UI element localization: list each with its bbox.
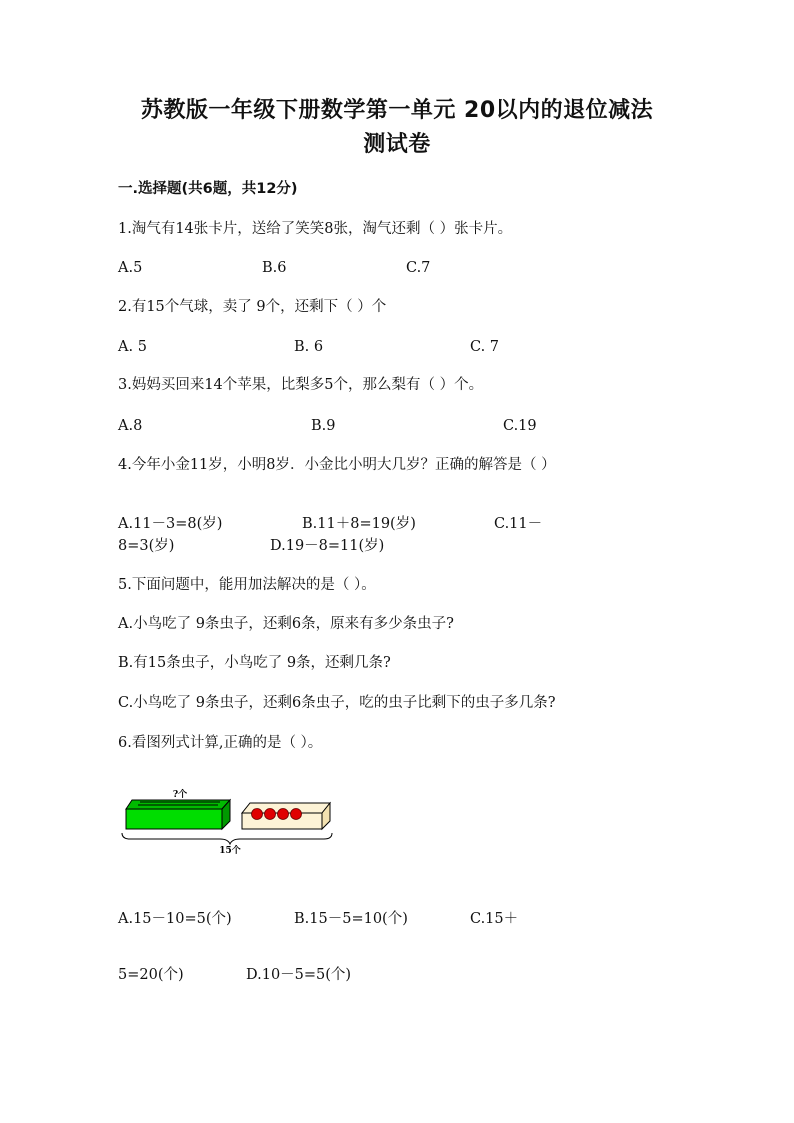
page-title-line1: 苏教版一年级下册数学第一单元 20以内的退位减法 (140, 98, 654, 123)
q5-option-c: C.小鸟吃了 9条虫子，还剩6条虫子，吃的虫子比剩下的虫子多几条? (118, 695, 556, 711)
total-brace (122, 833, 332, 844)
q1-option-b: B.6 (262, 260, 287, 276)
red-dot (265, 809, 276, 820)
q4-option-b: B.11＋8=19(岁) (302, 516, 416, 532)
section-heading: 一.选择题(共6题，共12分) (118, 181, 298, 197)
q6-option-b: B.15－5=10(个) (294, 911, 408, 927)
q4-option-c-cont: 8=3(岁) (118, 538, 175, 554)
page-title-line2: 测试卷 (363, 132, 431, 157)
q5-option-b: B.有15条虫子，小鸟吃了 9条，还剩几条? (118, 655, 391, 671)
question-6: 6.看图列式计算,正确的是（ ）。 (118, 735, 323, 751)
q3-option-c: C.19 (503, 418, 537, 434)
red-dot (291, 809, 302, 820)
q3-option-b: B.9 (311, 418, 336, 434)
q6-option-a: A.15－10=5(个) (118, 911, 232, 927)
question-5: 5.下面问题中，能用加法解决的是（ ）。 (118, 577, 376, 593)
green-bar-block (126, 800, 230, 829)
question-4: 4.今年小金11岁，小明8岁．小金比小明大几岁？正确的解答是（ ） (118, 457, 556, 473)
label-unknown: ?个 (172, 790, 188, 800)
q6-figure (118, 785, 338, 857)
apple-tray (242, 803, 330, 829)
q2-option-c: C. 7 (470, 339, 500, 355)
q1-option-c: C.7 (406, 260, 431, 276)
q6-option-c: C.15＋ (470, 911, 519, 927)
red-dot (252, 809, 263, 820)
label-total: 15个 (219, 846, 241, 856)
q5-option-a: A.小鸟吃了 9条虫子，还剩6条，原来有多少条虫子? (118, 616, 454, 632)
q6-option-d: D.10－5=5(个) (246, 967, 352, 983)
q1-option-a: A.5 (118, 260, 143, 276)
question-2: 2.有15个气球，卖了 9个，还剩下（ ）个 (118, 299, 387, 315)
q6-option-c-cont: 5=20(个) (118, 967, 184, 983)
q2-option-b: B. 6 (294, 339, 324, 355)
q4-option-c: C.11－ (494, 516, 543, 532)
question-3: 3.妈妈买回来14个苹果，比梨多5个，那么梨有（ ）个。 (118, 377, 484, 393)
q3-option-a: A.8 (118, 418, 143, 434)
q2-option-a: A. 5 (118, 339, 147, 355)
red-dot (278, 809, 289, 820)
q4-option-d: D.19－8=11(岁) (270, 538, 385, 554)
question-1: 1.淘气有14张卡片，送给了笑笑8张，淘气还剩（ ）张卡片。 (118, 221, 513, 237)
q4-option-a: A.11－3=8(岁) (118, 516, 223, 532)
